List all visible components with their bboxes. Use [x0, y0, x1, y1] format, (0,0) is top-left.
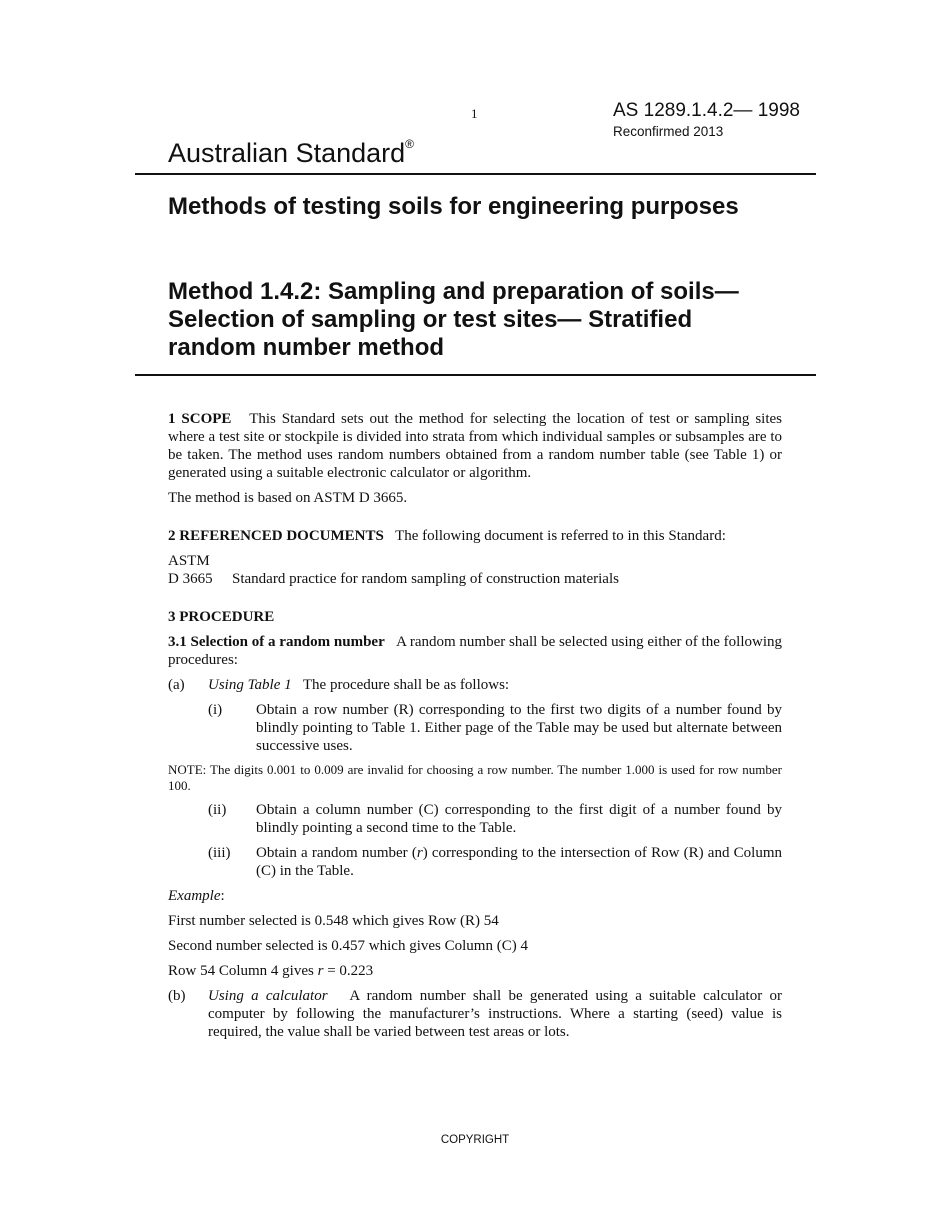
procedure-heading: 3 PROCEDURE [168, 609, 275, 625]
item-a-title: Using Table 1 [208, 677, 292, 693]
example-line-3-part2: = 0.223 [323, 963, 374, 979]
example-line-3 [168, 962, 782, 980]
brand-title [168, 138, 414, 169]
example-label-text: Example [168, 888, 221, 904]
standard-code: AS 1289.1.4.2— 1998 [613, 100, 800, 121]
references-heading: 2 REFERENCED DOCUMENTS [168, 528, 384, 544]
references-paragraph [168, 527, 782, 545]
item-b [168, 987, 782, 1041]
reference-title: Standard practice for random sampling of construction materials [232, 571, 619, 587]
item-a-label: (a) [168, 677, 185, 693]
item-iii-r: r [416, 845, 423, 861]
title-divider [135, 374, 816, 376]
item-iii-label: (iii) [208, 845, 231, 861]
item-iii-text-part1: Obtain a random number ( [256, 845, 417, 861]
scope-paragraph [168, 410, 782, 482]
item-ii-label: (ii) [208, 802, 227, 818]
selection-paragraph [168, 633, 782, 669]
example-line-3-part1: Row 54 Column 4 gives [168, 963, 318, 979]
selection-text: A random number shall be selected using either of the following procedures: [168, 634, 782, 668]
selection-heading: 3.1 Selection of a random number [168, 634, 385, 650]
method-title: Method 1.4.2: Sampling and preparation of soils— Selection of sampling or test sites— Stratified random number method [168, 278, 739, 361]
copyright-footer: COPYRIGHT [440, 1134, 510, 1146]
item-b-title: Using a calculator [208, 988, 328, 1004]
document-body [168, 410, 782, 1041]
item-a [168, 676, 782, 694]
references-intro: The following document is referred to in this Standard: [395, 528, 726, 544]
item-iii-text-part2: ) corresponding to the intersection of Row (R) and Column (C) in the Table. [256, 845, 782, 879]
example-line-3-r: r [317, 963, 324, 979]
item-b-text: A random number shall be generated using a suitable calculator or computer by following the manufacturer’s instructions. Where a starting (seed) value is required, the value shall be varied between test areas or lots. [208, 988, 782, 1040]
example-line-2: Second number selected is 0.457 which gives Column (C) 4 [168, 938, 528, 954]
example-colon: : [220, 888, 225, 904]
item-ii [208, 801, 782, 837]
brand-text: Australian Standard [168, 138, 406, 168]
scope-text: This Standard sets out the method for selecting the location of test or sampling sites where a test site or stockpile is divided into strata from which individual samples or subsamples are to be taken. The method uses random numbers obtained from a random number table (see Table 1) or generated using a suitable electronic calculator or algorithm. [168, 411, 783, 481]
reference-code: D 3665 [168, 571, 213, 587]
reconfirmed-note: Reconfirmed 2013 [613, 124, 724, 139]
top-divider [135, 173, 816, 175]
item-i-text: Obtain a row number (R) corresponding to the first two digits of a number found by blindly pointing to Table 1. Either page of the Table may be used but alternate between successive uses. [256, 702, 782, 754]
item-iii-text [256, 844, 782, 880]
reference-item [168, 570, 782, 588]
example-label [168, 887, 782, 905]
registered-mark: ® [405, 137, 414, 151]
scope-heading: 1 SCOPE [168, 411, 232, 427]
item-i-label: (i) [208, 702, 223, 718]
page-number: 1 [471, 106, 478, 121]
row-number-note: NOTE: The digits 0.001 to 0.009 are invalid for choosing a row number. The number 1.000 is used for row number 100. [168, 762, 782, 793]
item-a-text: The procedure shall be as follows: [302, 677, 510, 693]
item-iii [208, 844, 782, 880]
scope-basis: The method is based on ASTM D 3665. [168, 490, 408, 506]
item-i [208, 701, 782, 755]
example-line-1: First number selected is 0.548 which gives Row (R) 54 [168, 913, 499, 929]
item-ii-text: Obtain a column number (C) corresponding to the first digit of a number found by blindly pointing a second time to the Table. [256, 802, 782, 836]
document-title: Methods of testing soils for engineering purposes [168, 193, 739, 220]
item-b-label: (b) [168, 988, 186, 1004]
references-org: ASTM [168, 553, 210, 569]
